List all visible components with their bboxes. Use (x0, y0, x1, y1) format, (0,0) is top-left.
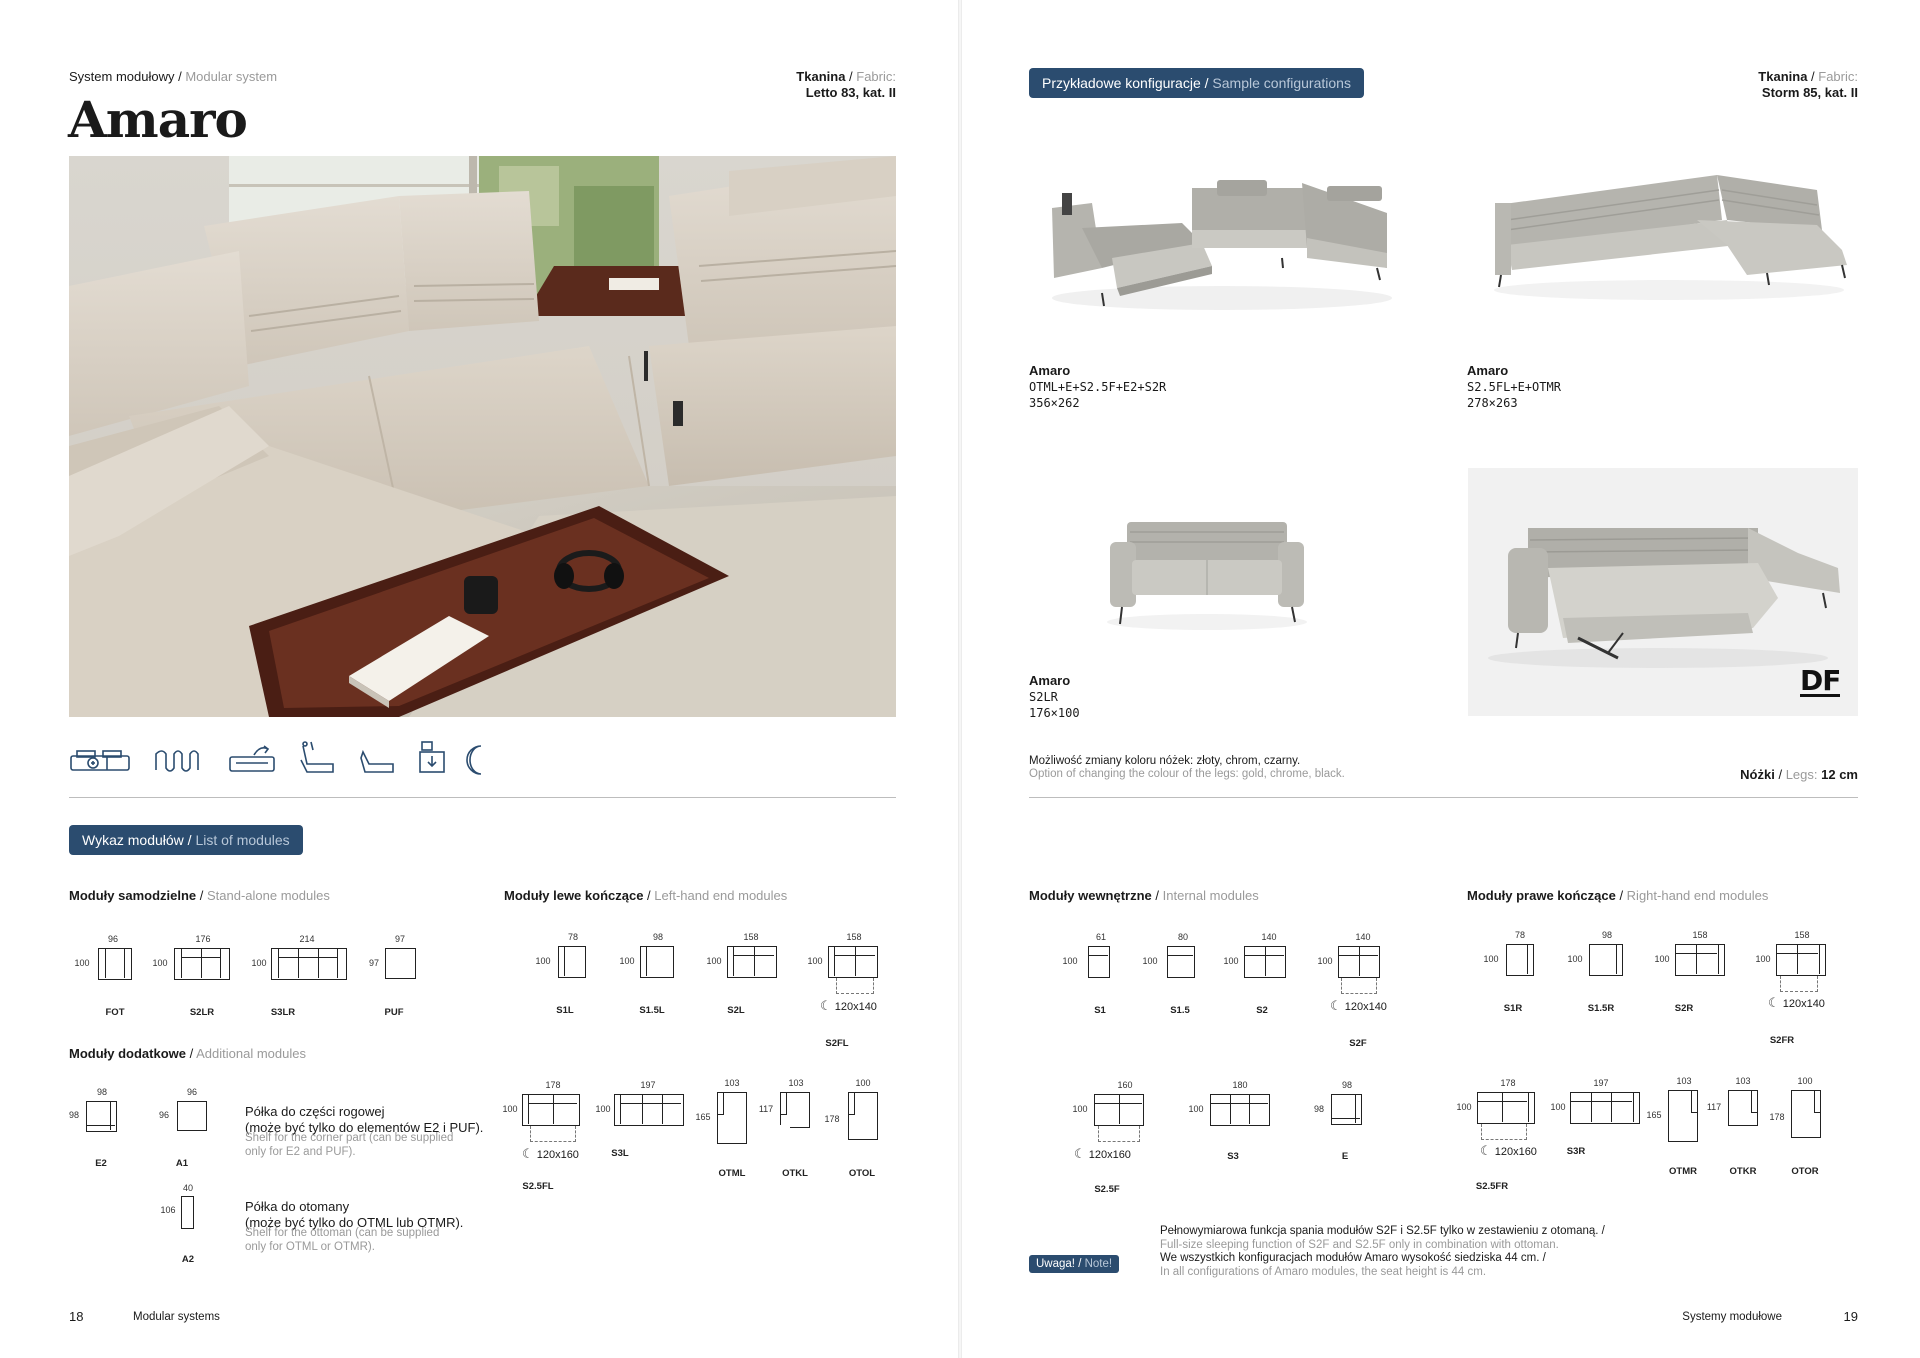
divider (1029, 797, 1858, 798)
module-code: E (1341, 1151, 1349, 1162)
note-text: Pełnowymiarowa funkcja spania modułów S2F i S2.5F tylko w zestawieniu z otomaną. / Full-size sleeping function of S2F and S2.5F only in combination with ottoman. We wszystkich konfiguracjach modułów Amaro wysokość siedziska 44 cm. / In all configurations of Amaro modules, the seat height is 44 cm. (1160, 1225, 1605, 1278)
fabric-value: Letto 83, kat. II (805, 85, 896, 100)
module-width: 80 (1177, 932, 1188, 942)
fabric-label: Tkanina / Fabric: Letto 83, kat. II (796, 69, 896, 100)
module-width: 214 (299, 934, 315, 944)
module-diagram-otkr (1728, 1090, 1758, 1126)
module-depth: 178 (824, 1114, 840, 1124)
module-diagram-s1 (1088, 946, 1110, 978)
module-depth: 100 (152, 958, 168, 968)
sleep-extension-outline (1780, 976, 1818, 992)
module-depth: 100 (74, 958, 90, 968)
module-diagram-otol (848, 1092, 878, 1140)
sleep-area-label: ☾ 120x160 (1074, 1146, 1131, 1161)
page-number: 18 (69, 1309, 84, 1324)
sleep-extension-outline (1098, 1126, 1140, 1142)
sleep-function-icon (228, 743, 276, 780)
module-code: S2.5FR (1475, 1181, 1509, 1192)
module-width: 97 (394, 934, 405, 944)
module-diagram-otkl (780, 1092, 810, 1128)
module-diagram-s3r (1570, 1092, 1640, 1124)
module-code: S2.5FL (522, 1181, 554, 1192)
module-code: PUF (384, 1007, 404, 1018)
module-depth: 100 (251, 958, 267, 968)
left-end-heading: Moduły lewe kończące / Left-hand end modules (504, 888, 788, 903)
module-depth: 117 (1706, 1102, 1722, 1112)
module-width: 140 (1261, 932, 1277, 942)
moon-icon: ☾ (1074, 1146, 1086, 1161)
module-depth: 98 (1313, 1104, 1324, 1114)
module-diagram-s2fl (828, 946, 878, 978)
module-diagram-otmr (1668, 1090, 1698, 1142)
module-code: S2 (1256, 1005, 1268, 1016)
module-code: S2L (727, 1005, 745, 1016)
module-diagram-s1r (1506, 944, 1534, 976)
module-diagram-e (1331, 1094, 1362, 1125)
module-width: 103 (1676, 1076, 1692, 1086)
right-page (962, 0, 1920, 1358)
module-code: S1 (1094, 1005, 1106, 1016)
module-width: 100 (855, 1078, 871, 1088)
module-diagram-a1 (177, 1101, 207, 1131)
module-diagram-s1-5r (1589, 944, 1623, 976)
module-code: OTKL (782, 1168, 808, 1179)
divider (69, 797, 896, 798)
module-code: S1.5L (639, 1005, 665, 1016)
config-photo-2 (1487, 165, 1852, 310)
standalone-heading: Moduły samodzielne / Stand-alone modules (69, 888, 330, 903)
moon-icon: ☾ (1768, 995, 1780, 1010)
module-width: 78 (1514, 930, 1525, 940)
module-code: S3LR (270, 1007, 296, 1018)
module-code: S1L (556, 1005, 574, 1016)
module-diagram-a2 (181, 1196, 194, 1229)
a1-description-en: Shelf for the corner part (can be supplied only for E2 and PUF). (245, 1132, 454, 1158)
module-diagram-otml (717, 1092, 747, 1144)
module-width: 100 (1797, 1076, 1813, 1086)
module-depth: 165 (1646, 1110, 1662, 1120)
module-code: S2LR (189, 1007, 215, 1018)
module-diagram-s1-5l (640, 946, 674, 978)
module-diagram-s2-5fr (1477, 1092, 1535, 1124)
internal-heading: Moduły wewnętrzne / Internal modules (1029, 888, 1259, 903)
module-depth: 100 (1654, 954, 1670, 964)
module-width: 98 (1341, 1080, 1352, 1090)
module-width: 158 (743, 932, 759, 942)
right-end-heading: Moduły prawe kończące / Right-hand end modules (1467, 888, 1769, 903)
module-width: 178 (1500, 1078, 1516, 1088)
module-diagram-s2fr (1776, 944, 1826, 976)
main-sofa-photo (69, 156, 896, 717)
config-caption-3: Amaro S2LR 176×100 (1029, 673, 1080, 720)
module-code: S1.5 (1170, 1005, 1190, 1016)
page-title: Amaro (68, 90, 247, 149)
module-code: S2.5F (1094, 1184, 1120, 1195)
module-diagram-s3 (1210, 1094, 1270, 1126)
config-caption-1: Amaro OTML+E+S2.5F+E2+S2R 356×262 (1029, 363, 1167, 410)
module-code: OTKR (1729, 1166, 1757, 1177)
module-width: 158 (1794, 930, 1810, 940)
legs-color-note: Możliwość zmiany koloru nóżek: złoty, chrom, czarny. Option of changing the colour of the legs: gold, chrome, black. (1029, 755, 1345, 780)
module-width: 98 (96, 1087, 107, 1097)
left-page (0, 0, 958, 1358)
module-code: S1R (1503, 1003, 1523, 1014)
category-label: System modułowy / Modular system (69, 69, 278, 84)
footer-label: Modular systems (133, 1311, 220, 1323)
module-width: 197 (1593, 1078, 1609, 1088)
sleep-extension-outline (1341, 978, 1377, 994)
footer-label: Systemy modułowe (1682, 1311, 1782, 1323)
sleep-extension-outline (836, 978, 874, 994)
module-depth: 100 (619, 956, 635, 966)
module-code: OTML (718, 1168, 746, 1179)
sleep-extension-outline (530, 1126, 576, 1142)
module-width: 176 (195, 934, 211, 944)
module-code: FOT (105, 1007, 125, 1018)
page-number: 19 (1843, 1309, 1858, 1324)
module-width: 40 (182, 1183, 193, 1193)
sleep-function-photo (1468, 468, 1858, 716)
module-diagram-s1-5 (1167, 946, 1195, 978)
module-width: 140 (1355, 932, 1371, 942)
df-logo: DF (1800, 664, 1841, 697)
additional-heading: Moduły dodatkowe / Additional modules (69, 1046, 306, 1061)
module-diagram-s2lr (174, 948, 230, 980)
module-diagram-e2 (86, 1101, 117, 1132)
module-depth: 106 (160, 1205, 176, 1215)
module-code: OTOR (1791, 1166, 1819, 1177)
module-depth: 98 (68, 1110, 79, 1120)
module-depth: 178 (1769, 1112, 1785, 1122)
module-diagram-s2 (1244, 946, 1286, 978)
module-depth: 117 (758, 1104, 774, 1114)
config-photo-3 (1102, 512, 1312, 642)
module-width: 180 (1232, 1080, 1248, 1090)
module-width: 78 (567, 932, 578, 942)
module-code: S1.5R (1587, 1003, 1615, 1014)
module-depth: 100 (807, 956, 823, 966)
a2-description: Półka do otomany (może być tylko do OTML lub OTMR). (245, 1199, 464, 1230)
moon-icon: ☾ (1480, 1143, 1492, 1158)
fabric-value: Storm 85, kat. II (1761, 85, 1858, 100)
config-photo-1 (1042, 168, 1397, 318)
module-depth: 100 (1317, 956, 1333, 966)
module-depth: 100 (1550, 1102, 1566, 1112)
module-code: S3L (611, 1148, 629, 1159)
fabric-label: Tkanina / Fabric: Storm 85, kat. II (1758, 69, 1858, 100)
module-depth: 97 (368, 958, 379, 968)
module-width: 178 (545, 1080, 561, 1090)
config-caption-2: Amaro S2.5FL+E+OTMR 278×263 (1467, 363, 1561, 410)
module-code: S3R (1566, 1146, 1586, 1157)
moon-icon: ☾ (820, 998, 832, 1013)
module-code: E2 (95, 1158, 107, 1169)
module-depth: 100 (706, 956, 722, 966)
sleep-area-label: ☾ 120x160 (522, 1146, 579, 1161)
sleep-extension-outline (1481, 1124, 1527, 1140)
module-width: 103 (1735, 1076, 1751, 1086)
module-depth: 100 (1755, 954, 1771, 964)
module-width: 103 (788, 1078, 804, 1088)
module-diagram-s2f (1338, 946, 1380, 978)
module-width: 98 (652, 932, 663, 942)
legs-height: Nóżki / Legs: 12 cm (1740, 767, 1858, 782)
sample-configurations-button[interactable]: Przykładowe konfiguracje / Sample configurations (1029, 68, 1364, 98)
module-width: 98 (1601, 930, 1612, 940)
module-code: S2FR (1769, 1035, 1795, 1046)
module-width: 96 (186, 1087, 197, 1097)
spring-icon (154, 748, 206, 779)
sleep-area-label: ☾ 120x140 (1768, 995, 1825, 1010)
a1-description: Półka do części rogowej (może być tylko do elementów E2 i PUF). (245, 1104, 484, 1135)
module-width: 103 (724, 1078, 740, 1088)
module-diagram-s2r (1675, 944, 1725, 976)
module-code: S2F (1349, 1038, 1367, 1049)
module-depth: 165 (695, 1112, 711, 1122)
module-diagram-s2-5fl (522, 1094, 580, 1126)
module-depth: 100 (595, 1104, 611, 1114)
module-depth: 100 (1483, 954, 1499, 964)
adjustable-headrest-icon (297, 740, 337, 781)
module-diagram-s1l (558, 946, 586, 978)
module-code: S3 (1227, 1151, 1239, 1162)
module-depth: 100 (1188, 1104, 1204, 1114)
armrest-icon (359, 748, 395, 779)
module-depth: 100 (502, 1104, 518, 1114)
module-code: OTMR (1669, 1166, 1697, 1177)
module-width: 158 (1692, 930, 1708, 940)
module-width: 197 (640, 1080, 656, 1090)
module-diagram-puf (385, 948, 416, 979)
module-depth: 100 (535, 956, 551, 966)
module-diagram-s2l (727, 946, 777, 978)
module-depth: 100 (1142, 956, 1158, 966)
a2-description-en: Shelf for the ottoman (can be supplied only for OTML or OTMR). (245, 1227, 440, 1253)
note-badge: Uwaga! / Note! (1029, 1255, 1119, 1273)
module-code: A1 (175, 1158, 189, 1169)
module-code: OTOL (848, 1168, 876, 1179)
sleep-moon-icon (465, 744, 487, 781)
module-code: A2 (181, 1254, 195, 1265)
module-code: S2R (1674, 1003, 1694, 1014)
module-depth: 100 (1062, 956, 1078, 966)
module-depth: 100 (1072, 1104, 1088, 1114)
module-diagram-fot (98, 948, 132, 980)
sleep-area-label: ☾ 120x140 (820, 998, 877, 1013)
module-width: 96 (107, 934, 118, 944)
module-diagram-s3lr (271, 948, 347, 980)
module-width: 160 (1117, 1080, 1133, 1090)
module-depth: 100 (1567, 954, 1583, 964)
module-depth: 100 (1223, 956, 1239, 966)
module-width: 158 (846, 932, 862, 942)
list-of-modules-button[interactable]: Wykaz modułów / List of modules (69, 825, 303, 855)
sleep-area-label: ☾ 120x160 (1480, 1143, 1537, 1158)
module-width: 61 (1095, 932, 1106, 942)
modular-sofa-icon (69, 748, 131, 779)
module-diagram-s3l (614, 1094, 684, 1126)
module-diagram-s2-5f (1094, 1094, 1144, 1126)
moon-icon: ☾ (1330, 998, 1342, 1013)
module-code: S2FL (825, 1038, 849, 1049)
moon-icon: ☾ (522, 1146, 534, 1161)
sleep-area-label: ☾ 120x140 (1330, 998, 1387, 1013)
storage-icon (418, 740, 446, 781)
module-depth: 100 (1456, 1102, 1472, 1112)
module-depth: 96 (158, 1110, 169, 1120)
module-diagram-otor (1791, 1090, 1821, 1138)
